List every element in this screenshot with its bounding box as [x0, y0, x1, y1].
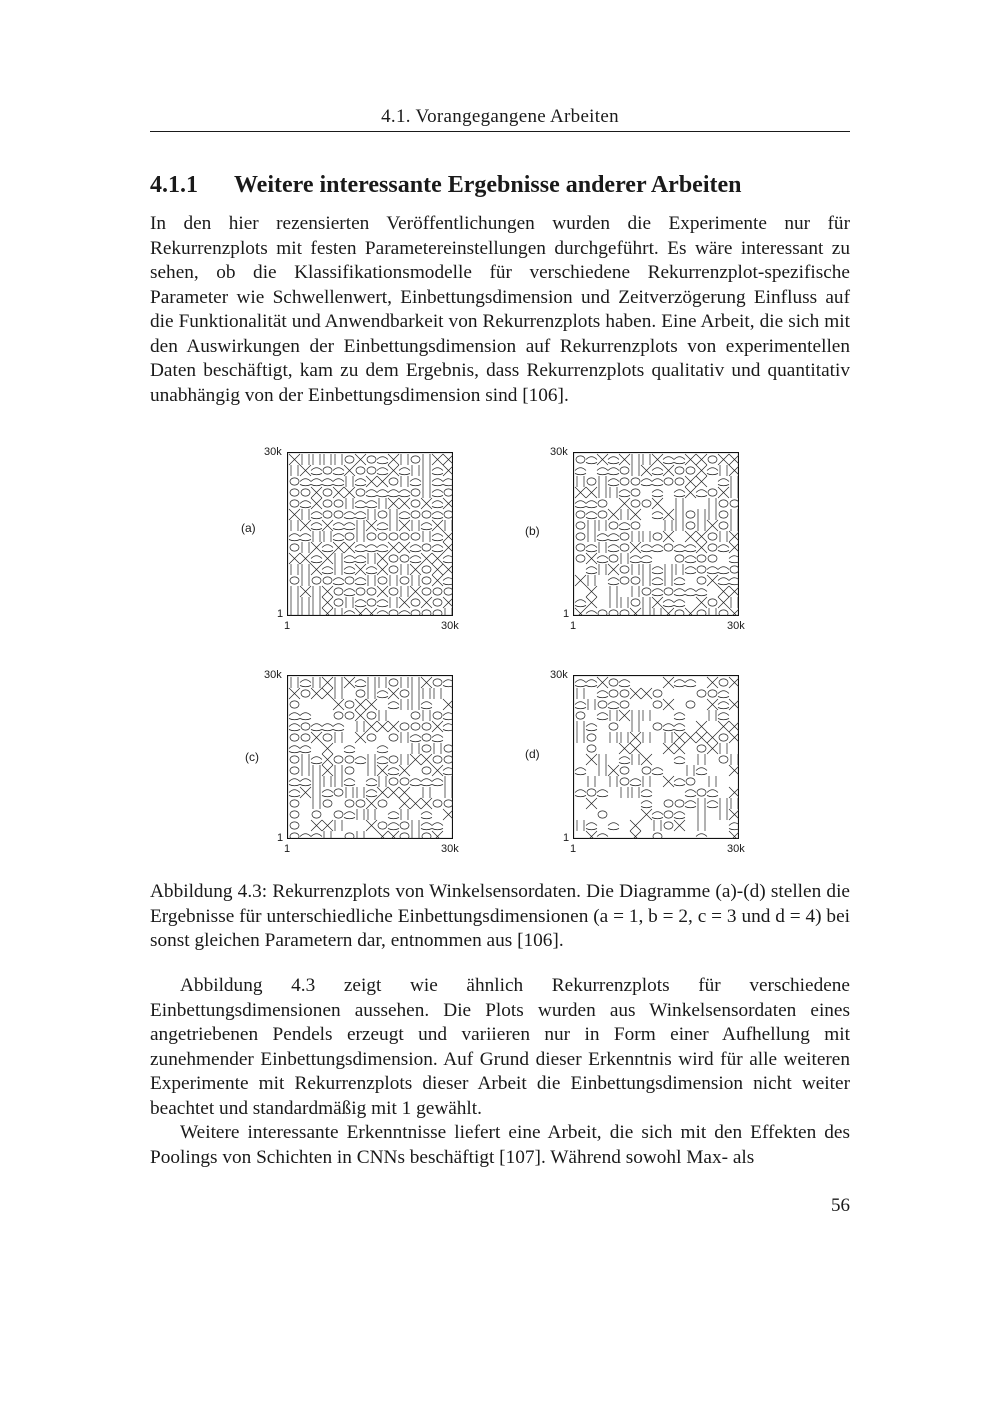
panel-a-y-bottom-tick: 1	[277, 608, 284, 620]
panel-b-x-left-tick: 1	[570, 620, 577, 632]
page-number: 56	[831, 1195, 850, 1216]
header-rule	[150, 131, 850, 132]
panel-c-x-right-tick: 30k	[441, 843, 459, 855]
panel-c-y-top-tick: 30k	[264, 669, 282, 681]
panel-c-x-left-tick: 1	[284, 843, 291, 855]
panel-c-label: (c)	[245, 750, 259, 764]
panel-b-y-top-tick: 30k	[550, 446, 568, 458]
panel-c-plot	[287, 675, 453, 839]
panel-a-x-right-tick: 30k	[441, 620, 459, 632]
section-number: 4.1.1	[150, 172, 198, 198]
panel-d-x-right-tick: 30k	[727, 843, 745, 855]
panel-d-x-left-tick: 1	[570, 843, 577, 855]
body-paragraph-3: Weitere interessante Erkenntnisse liefert eine Arbeit, die sich mit den Effekten des Poolings von Schichten in CNNs beschäftigt [107]. Während sowohl Max- als	[150, 1122, 850, 1168]
panel-b-x-right-tick: 30k	[727, 620, 745, 632]
panel-d-y-bottom-tick: 1	[563, 832, 570, 844]
panel-a-label: (a)	[241, 521, 256, 535]
panel-a-x-left-tick: 1	[284, 620, 291, 632]
body-paragraph-1: In den hier rezensierten Veröffentlichungen wurden die Experimente nur für Rekurrenzplots mit festen Parametereinstellungen durchgeführt. Es wäre interessant zu sehen, ob die Klassifikationsmodelle für verschiedene Rekurrenzplot-spezifische Parameter wie Schwellenwert, Einbettungsdimension und Zeitverzögerung Einfluss auf die Funktionalität und Anwendbarkeit von Rekurrenzplots haben. Eine Arbeit, die sich mit den Auswirkungen der Einbettungsdimension auf Rekurrenzplots von experimentellen Daten beschäftigt, kam zu dem Ergebnis, dass Rekurrenzplots qualitativ und quantitativ unabhängig von der Einbettungsdimension sind [106].	[150, 213, 850, 406]
figure-caption: Abbildung 4.3: Rekurrenzplots von Winkelsensordaten. Die Diagramme (a)-(d) stellen die Ergebnisse für unterschiedliche Einbettungsdimensionen (a = 1, b = 2, c = 3 und d = 4) bei sonst gleichen Parametern dar, entnommen aus [106].	[150, 881, 850, 951]
panel-d-y-top-tick: 30k	[550, 669, 568, 681]
running-header: 4.1. Vorangegangene Arbeiten	[381, 106, 619, 127]
panel-a-y-top-tick: 30k	[264, 446, 282, 458]
section-title: Weitere interessante Ergebnisse anderer Arbeiten	[234, 172, 742, 198]
body-paragraph-2: Abbildung 4.3 zeigt wie ähnlich Rekurrenzplots für verschiedene Einbettungsdimensionen aussehen. Die Plots wurden aus Winkelsensordaten eines angetriebenen Pendels erzeugt und variieren nur in Form einer Aufhellung mit zunehmender Einbettungsdimension. Auf Grund dieser Erkenntnis wird für alle weiteren Experimente mit Rekurrenzplots dieser Arbeit die Einbettungsdimension nicht weiter beachtet und standardmäßig mit 1 gewählt.	[150, 975, 850, 1119]
panel-c-y-bottom-tick: 1	[277, 832, 284, 844]
section-heading	[150, 172, 850, 199]
panel-d-plot	[573, 675, 739, 839]
panel-b-plot	[573, 452, 739, 616]
panel-b-y-bottom-tick: 1	[563, 608, 570, 620]
panel-b-label: (b)	[525, 524, 540, 538]
panel-a-plot	[287, 452, 453, 616]
panel-d-label: (d)	[525, 747, 540, 761]
